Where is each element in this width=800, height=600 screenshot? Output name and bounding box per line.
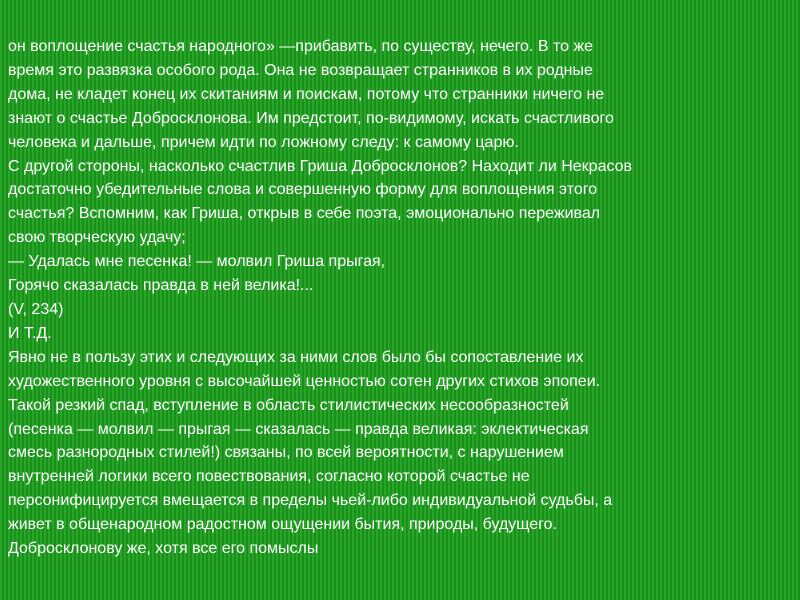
text-line-14: Явно не в пользу этих и следующих за ними слов было бы сопоставление их xyxy=(8,348,584,366)
text-line-2: время это развязка особого рода. Она не возвращает странников в их родные xyxy=(8,61,593,79)
text-line-21: живет в общенародном радостном ощущении бытия, природы, будущего. xyxy=(8,516,557,534)
text-line-1: он воплощение счастья народного» —прибавить, по существу, нечего. В то же xyxy=(8,38,594,55)
text-line-10: — Удалась мне песенка! — молвил Гриша прыгая, xyxy=(8,253,386,271)
document-text xyxy=(8,35,793,561)
text-line-6: С другой стороны, насколько счастлив Гриша Добросклонов? Находит ли Некрасов xyxy=(8,157,633,175)
text-line-11: Горячо сказалась правда в ней велика!... xyxy=(8,277,314,295)
text-line-17: (песенка — молвил — прыгая — сказалась — правда великая: эклектическая xyxy=(8,420,589,438)
text-line-16: Такой резкий спад, вступление в область стилистических несообразностей xyxy=(8,396,569,414)
text-line-15: художественного уровня с высочайшей ценностью сотен других стихов эпопеи. xyxy=(8,372,601,390)
text-line-7: достаточно убедительные слова и совершенную форму для воплощения этого xyxy=(8,181,598,199)
text-line-20: персонифицируется вмещается в пределы чьей-либо индивидуальной судьбы, а xyxy=(8,492,613,510)
text-line-3: дома, не кладет конец их скитаниям и поискам, потому что странники ничего не xyxy=(8,85,605,103)
text-line-8: счастья? Вспомним, как Гриша, открыв в себе поэта, эмоционально переживал xyxy=(8,205,601,223)
text-line-18: смесь разнородных стилей!) связаны, по всей вероятности, с нарушением xyxy=(8,444,564,462)
text-line-12: (V, 234) xyxy=(8,300,64,318)
text-line-19: внутренней логики всего повествования, согласно которой счастье не xyxy=(8,468,530,486)
text-line-4: знают о счастье Добросклонова. Им предстоит, по-видимому, искать счастливого xyxy=(8,109,614,127)
text-line-22: Добросклонову же, хотя все его помыслы xyxy=(8,540,319,558)
text-line-5: человека и дальше, причем идти по ложному следу: к самому царю. xyxy=(8,133,519,151)
text-line-13: И Т.Д. xyxy=(8,324,52,342)
text-line-9: свою творческую удачу; xyxy=(8,229,186,247)
